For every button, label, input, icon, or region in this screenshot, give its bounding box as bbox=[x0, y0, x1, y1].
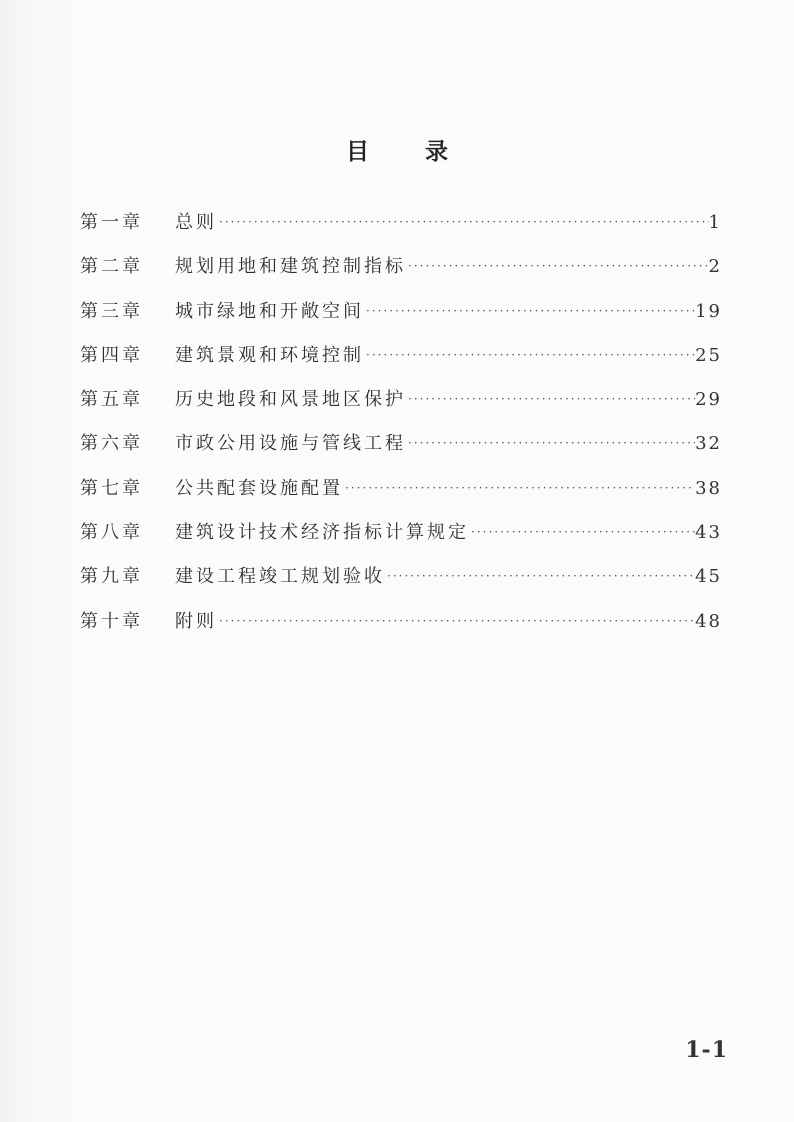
table-of-contents bbox=[80, 201, 722, 644]
toc-entry[interactable] bbox=[80, 201, 722, 245]
toc-dot-leader bbox=[406, 244, 709, 288]
toc-chapter-number: 第六章 bbox=[80, 433, 143, 455]
toc-chapter-number: 第七章 bbox=[80, 477, 143, 499]
toc-entry[interactable] bbox=[80, 511, 722, 555]
toc-entry[interactable] bbox=[80, 378, 722, 422]
toc-entry[interactable] bbox=[80, 290, 722, 334]
toc-page-number: 45 bbox=[695, 566, 722, 588]
toc-chapter-title: 市政公用设施与管线工程 bbox=[175, 433, 406, 455]
toc-dot-leader bbox=[217, 599, 695, 643]
toc-dot-leader bbox=[343, 466, 695, 510]
toc-chapter-title: 城市绿地和开敞空间 bbox=[175, 300, 364, 322]
toc-chapter-number: 第一章 bbox=[80, 212, 143, 233]
toc-dot-leader bbox=[217, 200, 709, 244]
toc-page-number: 43 bbox=[695, 522, 722, 544]
toc-chapter-number: 第二章 bbox=[80, 256, 143, 278]
toc-dot-leader bbox=[364, 333, 695, 377]
toc-chapter-title: 建筑景观和环境控制 bbox=[175, 344, 364, 366]
toc-page-number: 38 bbox=[695, 477, 722, 499]
toc-dot-leader bbox=[406, 421, 695, 465]
toc-page-number: 32 bbox=[695, 433, 722, 455]
toc-page-number: 1 bbox=[708, 212, 722, 233]
toc-chapter-title: 规划用地和建筑控制指标 bbox=[175, 256, 406, 278]
toc-chapter-number: 第四章 bbox=[80, 344, 143, 366]
toc-chapter-number: 第五章 bbox=[80, 389, 143, 411]
toc-chapter-title: 附则 bbox=[175, 610, 217, 632]
toc-chapter-title: 建设工程竣工规划验收 bbox=[175, 566, 385, 588]
toc-page-number: 48 bbox=[695, 610, 722, 632]
toc-page-number: 2 bbox=[708, 256, 722, 278]
toc-page-number: 19 bbox=[695, 300, 722, 322]
toc-dot-leader bbox=[385, 554, 695, 598]
toc-chapter-title: 建筑设计技术经济指标计算规定 bbox=[175, 522, 469, 544]
toc-entry[interactable] bbox=[80, 467, 722, 511]
toc-entry[interactable] bbox=[80, 245, 722, 289]
toc-dot-leader bbox=[364, 289, 695, 333]
toc-page-number: 29 bbox=[695, 389, 722, 411]
toc-chapter-number: 第三章 bbox=[80, 300, 143, 322]
page-title: 目 录 bbox=[345, 138, 472, 165]
toc-chapter-title: 总则 bbox=[175, 212, 217, 233]
toc-entry[interactable] bbox=[80, 422, 722, 466]
toc-chapter-number: 第八章 bbox=[80, 522, 143, 544]
toc-entry[interactable] bbox=[80, 555, 722, 599]
toc-dot-leader bbox=[469, 510, 695, 554]
toc-chapter-number: 第九章 bbox=[80, 566, 143, 588]
toc-chapter-title: 公共配套设施配置 bbox=[175, 477, 343, 499]
toc-entry[interactable] bbox=[80, 600, 722, 644]
toc-chapter-title: 历史地段和风景地区保护 bbox=[175, 389, 406, 411]
page-number: 1-1 bbox=[685, 1037, 728, 1063]
toc-page-number: 25 bbox=[695, 344, 722, 366]
toc-dot-leader bbox=[406, 377, 695, 421]
toc-entry[interactable] bbox=[80, 334, 722, 378]
toc-chapter-number: 第十章 bbox=[80, 610, 143, 632]
